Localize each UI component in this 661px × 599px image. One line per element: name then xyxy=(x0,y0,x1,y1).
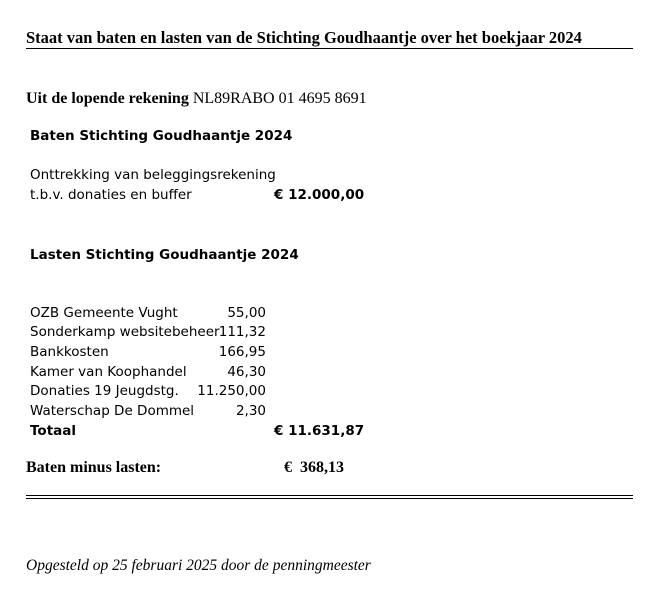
title-underline xyxy=(26,48,633,49)
net-result-label: Baten minus lasten: xyxy=(26,459,162,476)
expense-label: Waterschap De Dommel xyxy=(30,403,195,419)
income-amount: € 12.000,00 xyxy=(274,187,365,203)
expenses-total-amount: € 11.631,87 xyxy=(274,423,365,439)
income-heading: Baten Stichting Goudhaantje 2024 xyxy=(30,128,293,144)
expenses-total-label: Totaal xyxy=(30,423,76,439)
account-line xyxy=(26,90,367,108)
expense-label: Kamer van Koophandel xyxy=(30,364,187,380)
income-line-1: Onttrekking van beleggingsrekening xyxy=(30,167,276,183)
account-label: Uit de lopende rekening xyxy=(26,90,189,107)
expense-amount: 111,32 xyxy=(218,324,266,340)
expense-amount: 46,30 xyxy=(227,364,266,380)
expense-row xyxy=(30,344,266,363)
expense-amount: 166,95 xyxy=(218,344,266,360)
expense-amount: 55,00 xyxy=(227,305,266,321)
net-result-amount: € 368,13 xyxy=(284,459,344,476)
page-title: Staat van baten en lasten van de Stichting Goudhaantje over het boekjaar 2024 xyxy=(26,28,582,47)
expense-row xyxy=(30,305,266,324)
income-line-2: t.b.v. donaties en buffer xyxy=(30,187,192,203)
expense-row xyxy=(30,383,266,402)
expense-row xyxy=(30,324,266,343)
expense-amount: 11.250,00 xyxy=(197,383,266,399)
account-number: NL89RABO 01 4695 8691 xyxy=(192,90,367,107)
expense-label: Sonderkamp websitebeheer xyxy=(30,324,220,340)
expenses-heading: Lasten Stichting Goudhaantje 2024 xyxy=(30,247,299,263)
expense-amount: 2,30 xyxy=(235,403,266,419)
expense-label: OZB Gemeente Vught xyxy=(30,305,178,321)
expense-row xyxy=(30,403,266,422)
footer-note: Opgesteld op 25 februari 2025 door de penningmeester xyxy=(26,557,371,574)
double-rule-divider xyxy=(26,495,633,499)
expense-row xyxy=(30,364,266,383)
expense-label: Bankkosten xyxy=(30,344,109,360)
expense-label: Donaties 19 Jeugdstg. xyxy=(30,383,179,399)
